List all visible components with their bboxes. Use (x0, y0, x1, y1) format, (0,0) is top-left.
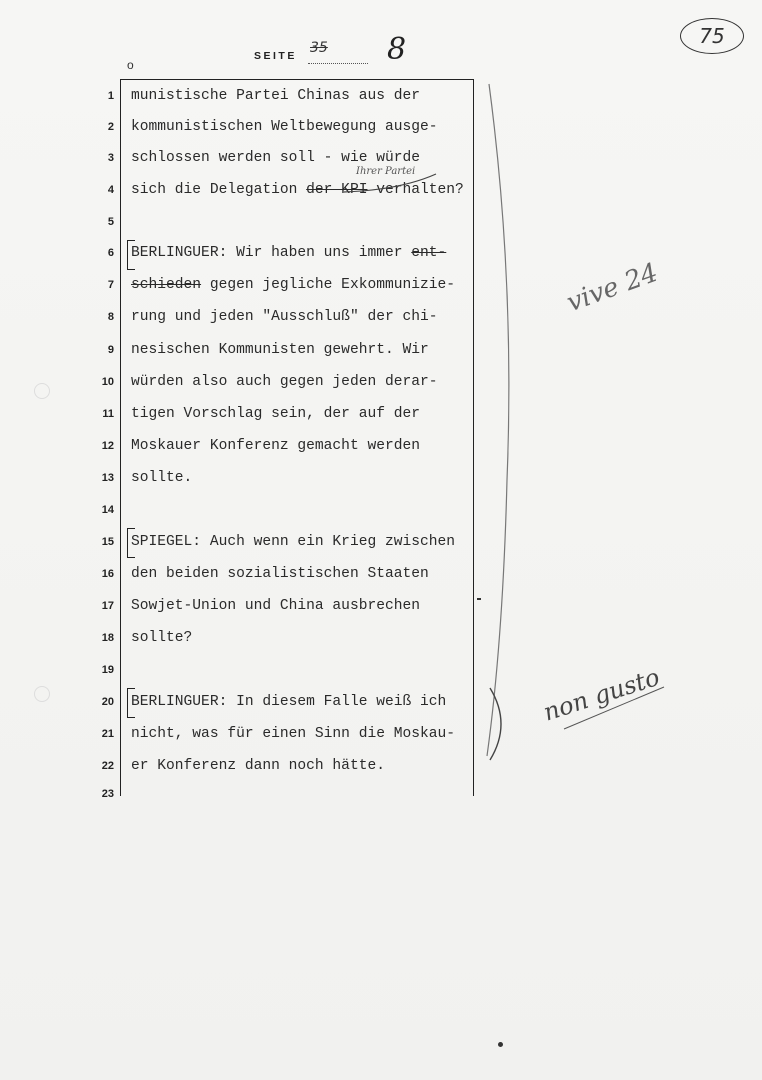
text-segment: BERLINGUER: Wir haben uns immer (131, 245, 412, 261)
line-number: 18 (101, 632, 114, 644)
seite-number: 8 (387, 32, 407, 67)
line-number: 13 (101, 472, 114, 484)
seite-struck-number: 35 (310, 40, 328, 56)
text-line: er Konferenz dann noch hätte. (131, 758, 385, 774)
margin-note: vive 24 (563, 257, 663, 319)
line-number: 17 (101, 600, 114, 612)
text-segment: sich die Delegation (131, 182, 307, 198)
margin-paren (484, 684, 514, 764)
text-segment: gegen jegliche Exkommunizie- (201, 277, 456, 293)
margin-note: non gusto (540, 662, 664, 727)
line-number: 4 (107, 184, 114, 196)
line-number: 14 (101, 504, 114, 516)
text-line: SPIEGEL: Auch wenn ein Krieg zwischen (131, 534, 456, 550)
struck-text: schieden (131, 277, 202, 293)
archive-number-circle: 75 (680, 18, 744, 54)
margin-note-underline (560, 683, 670, 733)
text-line (131, 277, 455, 293)
line-number: 19 (101, 664, 114, 676)
text-line: Sowjet-Union und China ausbrechen (131, 598, 421, 614)
line-number: 8 (107, 311, 114, 323)
line-number: 1 (107, 90, 114, 102)
text-line: kommunistischen Weltbewegung ausge- (131, 119, 438, 135)
line-number: 12 (101, 440, 114, 452)
line-number: 9 (107, 344, 114, 356)
page-header (250, 32, 450, 78)
seite-label: SEITE (254, 50, 297, 62)
line-number: 20 (101, 696, 114, 708)
seite-underline (308, 63, 368, 64)
text-line: nicht, was für einen Sinn die Moskau- (131, 726, 456, 742)
text-line: rung und jeden "Ausschluß" der chi- (131, 309, 438, 325)
ink-dot (498, 1042, 503, 1047)
line-number: 3 (107, 152, 114, 164)
punch-hole (34, 383, 50, 399)
line-number: 15 (101, 536, 114, 548)
bracket-mark (127, 240, 135, 270)
bracket-mark (127, 688, 135, 718)
line-number: 21 (101, 728, 114, 740)
text-line: nesischen Kommunisten gewehrt. Wir (131, 342, 429, 358)
text-line: sollte? (131, 630, 193, 646)
text-line: würden also auch gegen jeden derar- (131, 374, 438, 390)
punch-hole (34, 686, 50, 702)
text-line: munistische Partei Chinas aus der (131, 88, 421, 104)
line-number: 2 (107, 121, 114, 133)
text-segment: verhalten? (367, 182, 464, 198)
line-number: 11 (102, 408, 114, 420)
text-line: Moskauer Konferenz gemacht werden (131, 438, 421, 454)
line-number: 16 (101, 568, 114, 580)
bracket-mark (127, 528, 135, 558)
text-line: BERLINGUER: In diesem Falle weiß ich (131, 694, 447, 710)
struck-text: der KPI (306, 182, 368, 198)
line-number: 5 (107, 216, 114, 228)
text-line: schlossen werden soll - wie würde (131, 150, 421, 166)
text-line: tigen Vorschlag sein, der auf der (131, 406, 421, 422)
line-number: 6 (107, 247, 114, 259)
margin-arc-line (485, 80, 525, 760)
dash-mark (477, 598, 481, 600)
handwritten-insertion: Ihrer Partei (356, 166, 416, 177)
struck-text: ent- (411, 245, 447, 261)
line-number: 10 (101, 376, 114, 388)
text-line: den beiden sozialistischen Staaten (131, 566, 429, 582)
insertion-stroke (340, 170, 450, 196)
line-number: 7 (107, 279, 114, 291)
text-line (131, 245, 446, 261)
text-line: sollte. (131, 470, 193, 486)
line-number: 23 (101, 788, 114, 800)
line-number: 22 (101, 760, 114, 772)
circle-mark: o (127, 58, 134, 72)
